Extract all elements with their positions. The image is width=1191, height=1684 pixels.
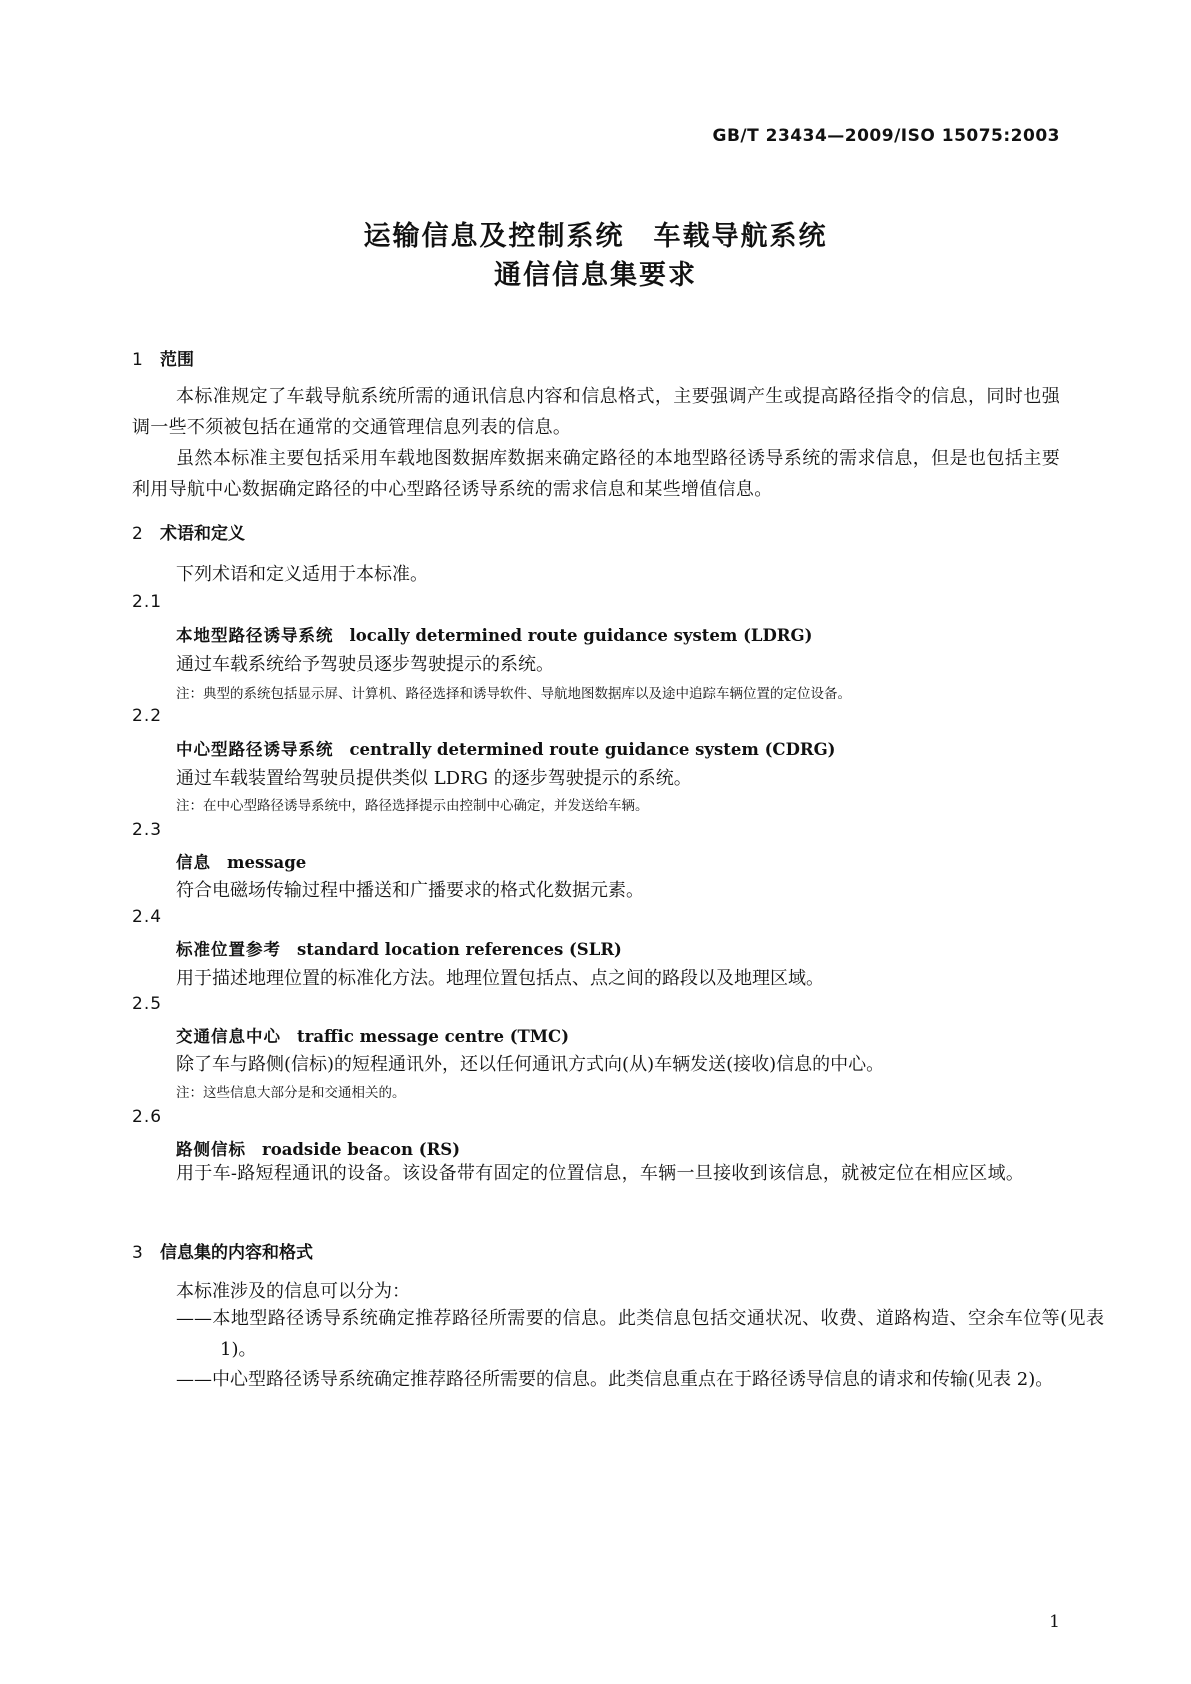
term-heading	[176, 622, 812, 646]
term-note: 注：在中心型路径诱导系统中，路径选择提示由控制中心确定，并发送给车辆。	[176, 798, 649, 814]
term-definition: 通过车载装置给驾驶员提供类似 LDRG 的逐步驾驶提示的系统。	[176, 768, 692, 789]
term-chinese: 标准位置参考	[176, 940, 281, 959]
title-line-1: 运输信息及控制系统 车载导航系统	[363, 221, 828, 252]
term-definition: 用于描述地理位置的标准化方法。地理位置包括点、点之间的路段以及地理区域。	[176, 968, 824, 989]
list-item: ——中心型路径诱导系统确定推荐路径所需要的信息。此类信息重点在于路径诱导信息的请求和传输(见表 2)。	[176, 1369, 1054, 1390]
term-heading	[176, 736, 836, 760]
term-english: message	[227, 853, 307, 872]
term-number: 2.6	[132, 1107, 163, 1127]
term-number: 2.5	[132, 994, 163, 1014]
term-heading	[176, 1136, 460, 1160]
term-number: 2.1	[132, 592, 163, 612]
term-definition: 用于车-路短程通讯的设备。该设备带有固定的位置信息，车辆一旦接收到该信息，就被定位在相应区域。	[176, 1163, 1025, 1184]
section-number: 2	[132, 524, 143, 544]
term-english: locally determined route guidance system (LDRG)	[349, 626, 813, 645]
section-3-heading	[132, 1238, 313, 1263]
term-chinese: 路侧信标	[176, 1140, 246, 1159]
list-item: ——本地型路径诱导系统确定推荐路径所需要的信息。此类信息包括交通状况、收费、道路构造、空余车位等(见表 1)。	[176, 1308, 1104, 1360]
section-number: 1	[132, 350, 143, 370]
term-heading	[176, 849, 306, 873]
term-definition: 符合电磁场传输过程中播送和广播要求的格式化数据元素。	[176, 880, 644, 901]
term-number: 2.2	[132, 706, 163, 726]
term-heading	[176, 936, 622, 960]
title-line-2: 通信信息集要求	[494, 260, 697, 291]
section-number: 3	[132, 1243, 143, 1263]
section-3-intro: 本标准涉及的信息可以分为：	[176, 1281, 410, 1302]
section-2-heading	[132, 519, 245, 544]
document-id: GB/T 23434—2009/ISO 15075:2003	[712, 126, 1060, 146]
section-1-paragraph-1: 本标准规定了车载导航系统所需的通讯信息内容和信息格式，主要强调产生或提高路径指令的信息，同时也强调一些不须被包括在通常的交通管理信息列表的信息。	[132, 386, 1060, 438]
term-definition: 除了车与路侧(信标)的短程通讯外，还以任何通讯方式向(从)车辆发送(接收)信息的中心。	[176, 1054, 885, 1075]
section-1-heading	[132, 345, 194, 370]
term-number: 2.4	[132, 907, 163, 927]
term-note: 注：这些信息大部分是和交通相关的。	[176, 1085, 406, 1101]
term-english: centrally determined route guidance system (CDRG)	[349, 740, 836, 759]
term-chinese: 中心型路径诱导系统	[176, 740, 334, 759]
term-definition: 通过车载系统给予驾驶员逐步驾驶提示的系统。	[176, 654, 554, 675]
section-title: 范围	[160, 350, 194, 370]
term-chinese: 本地型路径诱导系统	[176, 626, 334, 645]
section-1-paragraph-2: 虽然本标准主要包括采用车载地图数据库数据来确定路径的本地型路径诱导系统的需求信息，但是也包括主要利用导航中心数据确定路径的中心型路径诱导系统的需求信息和某些增值信息。	[132, 448, 1060, 500]
term-english: traffic message centre (TMC)	[297, 1027, 570, 1046]
term-english: standard location references (SLR)	[297, 940, 622, 959]
term-chinese: 信息	[176, 853, 211, 872]
term-heading	[176, 1023, 569, 1047]
section-2-intro: 下列术语和定义适用于本标准。	[176, 564, 428, 585]
term-number: 2.3	[132, 820, 163, 840]
section-title: 信息集的内容和格式	[160, 1243, 313, 1263]
term-chinese: 交通信息中心	[176, 1027, 281, 1046]
section-title: 术语和定义	[160, 524, 245, 544]
term-english: roadside beacon (RS)	[262, 1140, 461, 1159]
term-note: 注：典型的系统包括显示屏、计算机、路径选择和诱导软件、导航地图数据库以及途中追踪车辆位置的定位设备。	[176, 686, 851, 702]
page-number: 1	[1049, 1612, 1060, 1632]
